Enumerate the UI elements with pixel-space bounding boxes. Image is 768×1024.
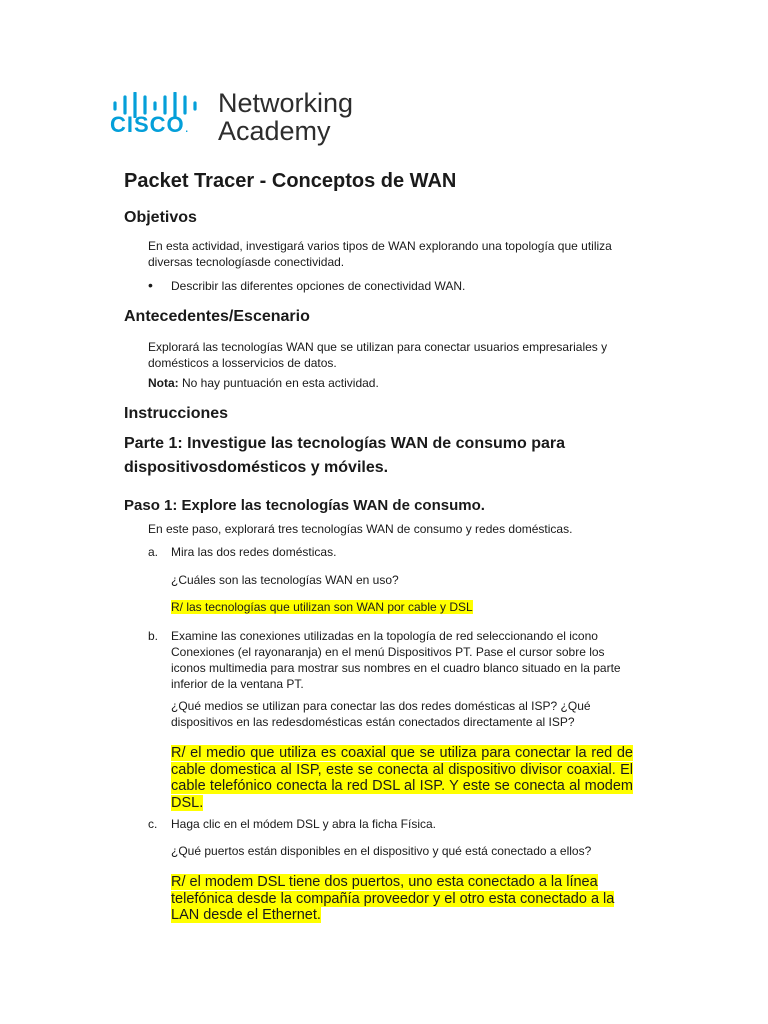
objetivos-bullet: Describir las diferentes opciones de conectividad WAN.	[171, 279, 466, 293]
item-b-question: ¿Qué medios se utilizan para conectar las dos redes domésticas al ISP? ¿Qué dispositivos en las redesdomésticas están conectados directamente al ISP?	[171, 699, 591, 729]
nota-text: Nota: No hay puntuación en esta actividad.	[148, 376, 379, 390]
item-c-answer: R/ el modem DSL tiene dos puertos, uno esta conectado a la línea telefónica desde la compañía proveedor y el otro esta conectado a la LAN desde el Ethernet.	[171, 874, 615, 923]
paso-1-intro: En este paso, explorará tres tecnologías WAN de consumo y redes domésticas.	[148, 522, 573, 536]
cisco-networking-academy-logo	[110, 86, 370, 150]
logo-academy-text: Academy	[218, 116, 331, 146]
document-title: Packet Tracer - Conceptos de WAN	[124, 170, 457, 192]
item-a-question: ¿Cuáles son las tecnologías WAN en uso?	[171, 573, 399, 587]
list-marker: c.	[148, 817, 158, 831]
item-c-question: ¿Qué puertos están disponibles en el dispositivo y qué está conectado a ellos?	[171, 844, 592, 858]
heading-instrucciones: Instrucciones	[124, 405, 229, 422]
item-b-text: Examine las conexiones utilizadas en la topología de red seleccionando el icono Conexiones (el rayonaranja) en el menú Dispositivos PT. Pase el cursor sobre los iconos multimedia para mostrar sus nombres en el cuadro blanco situado en la parte inferior de la ventana PT.	[171, 629, 621, 691]
heading-objetivos: Objetivos	[124, 209, 197, 226]
item-b-answer: R/ el medio que utiliza es coaxial que se utiliza para conectar la red de cable domestica al ISP, este se conecta al dispositivo divisor coaxial. El cable telefónico conecta la red DSL al ISP. Y este se conecta al modem DSL.	[171, 745, 633, 811]
objetivos-text: En esta actividad, investigará varios tipos de WAN explorando una topología que utiliza diversas tecnologíasde conectividad.	[148, 239, 612, 269]
cisco-wordmark: CISCO.	[110, 112, 190, 137]
bullet-icon: •	[148, 277, 153, 293]
heading-parte-1: Parte 1: Investigue las tecnologías WAN de consumo para dispositivosdomésticos y móviles.	[124, 435, 566, 476]
heading-antecedentes: Antecedentes/Escenario	[124, 308, 310, 325]
item-c-text: Haga clic en el módem DSL y abra la ficha Física.	[171, 817, 437, 831]
list-marker: b.	[148, 629, 159, 643]
antecedentes-text: Explorará las tecnologías WAN que se utilizan para conectar usuarios empresariales y domésticos a losservicios de datos.	[148, 340, 608, 370]
item-a-text: Mira las dos redes domésticas.	[171, 545, 337, 559]
logo-networking-text: Networking	[218, 88, 354, 118]
heading-paso-1: Paso 1: Explore las tecnologías WAN de consumo.	[124, 497, 485, 514]
list-marker: a.	[148, 545, 159, 559]
item-a-answer: R/ las tecnologías que utilizan son WAN por cable y DSL	[171, 600, 473, 614]
